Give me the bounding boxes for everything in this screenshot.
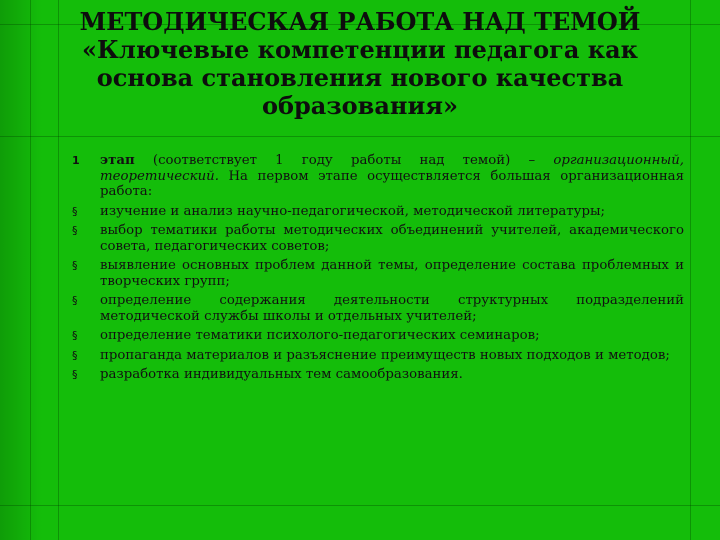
stage-text: (соответствует 1 году работы над темой) – (134, 153, 554, 168)
content-body (72, 153, 684, 387)
square-bullet-icon: § (72, 348, 78, 362)
list-item-text: определение тематики психолого-педагогических семинаров; (100, 328, 540, 343)
square-bullet-icon: § (72, 259, 78, 272)
square-bullet-icon: § (72, 294, 78, 307)
list-item (72, 293, 684, 324)
stage-text: На первом этапе осуществляется большая организационная работа: (100, 168, 684, 199)
list-item (72, 204, 684, 220)
stage-name: этап (100, 153, 135, 168)
grid-line (0, 505, 720, 506)
square-bullet-icon: § (72, 204, 78, 218)
list-item (72, 328, 684, 344)
title-line: «Ключевые компетенции педагога как (82, 35, 638, 64)
title-line: основа становления нового качества (96, 63, 624, 92)
stage-intro (72, 153, 684, 200)
list-item (72, 348, 684, 364)
square-bullet-icon: § (72, 224, 78, 237)
stage-number: 1 (72, 154, 80, 167)
stage-type: организационный, теоретический. (100, 153, 684, 184)
title-line: МЕТОДИЧЕСКАЯ РАБОТА НАД ТЕМОЙ (79, 7, 641, 36)
list-item-text: определение содержания деятельности структурных подразделений методической службы школы и отдельных учителей; (100, 293, 684, 324)
page-title (40, 8, 680, 120)
list-item (72, 367, 684, 383)
list-item-text: выявление основных проблем данной темы, определение состава проблемных и творческих групп; (100, 258, 684, 289)
title-line: образования» (262, 91, 458, 120)
list-item (72, 223, 684, 254)
list-item (72, 258, 684, 289)
list-item-text: выбор тематики работы методических объединений учителей, академического совета, педагогических советов; (100, 223, 684, 254)
grid-line (0, 136, 720, 137)
list-item-text: пропаганда материалов и разъяснение преимуществ новых подходов и методов; (100, 347, 670, 363)
task-list (72, 204, 684, 383)
background-shade (0, 0, 42, 540)
list-item-text: разработка индивидуальных тем самообразования. (100, 367, 463, 382)
list-item-text: изучение и анализ научно-педагогической, методической литературы; (100, 203, 606, 219)
grid-line (690, 0, 691, 540)
square-bullet-icon: § (72, 329, 78, 342)
square-bullet-icon: § (72, 368, 78, 381)
